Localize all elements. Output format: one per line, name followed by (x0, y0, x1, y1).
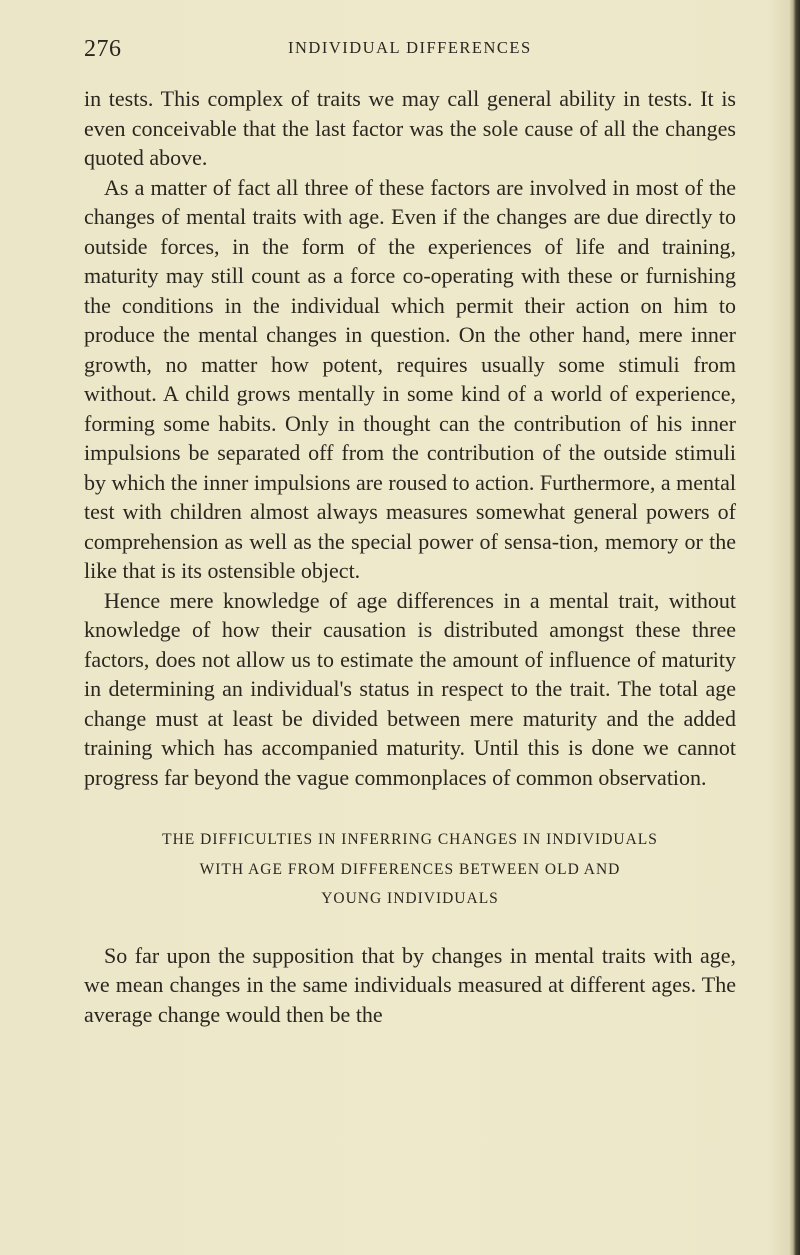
page-edge-shadow (790, 0, 800, 1255)
paragraph-2: As a matter of fact all three of these factors are involved in most of the changes of mental traits with age. Even if the changes are due directly to outside forces, in the form of the experiences of life and training, maturity may still count as a force co-operating with these or furnishing the conditions in the individual which permit their action on him to produce the mental changes in question. On the other hand, mere inner growth, no matter how potent, requires usually some stimuli from without. A child grows mentally in some kind of a world of experience, forming some habits. Only in thought can the contribution of his inner impulsions be separated off from the contribution of the outside stimuli by which the inner impulsions are roused to action. Furthermore, a mental test with children almost always measures somewhat general powers of comprehension as well as the special power of sensa-tion, memory or the like that is its ostensible object. (84, 174, 736, 583)
paragraph-1: in tests. This complex of traits we may call general ability in tests. It is even conceivable that the last factor was the sole cause of all the changes quoted above. (84, 86, 736, 170)
body-text (84, 84, 736, 1029)
section-heading-line-1: THE DIFFICULTIES IN INFERRING CHANGES IN INDIVIDUALS (162, 831, 658, 848)
page-header (0, 36, 800, 66)
page-number: 276 (84, 36, 122, 62)
section-heading (84, 792, 736, 941)
running-head: INDIVIDUAL DIFFERENCES (288, 38, 532, 57)
paragraph-4: So far upon the supposition that by changes in mental traits with age, we mean changes in the same individuals measured at different ages. The average change would then be the (84, 942, 736, 1027)
section-heading-line-3: YOUNG INDIVIDUALS (321, 890, 499, 907)
section-heading-line-2: WITH AGE FROM DIFFERENCES BETWEEN OLD AND (199, 860, 621, 878)
paragraph-3: Hence mere knowledge of age differences in a mental trait, without knowledge of how their causation is distributed amongst these three factors, does not allow us to estimate the amount of influence of maturity in determining an individual's status in respect to the trait. The total age change must at least be divided between mere maturity and the added training which has accompanied maturity. Until this is done we cannot progress far beyond the vague commonplaces of common observation. (84, 587, 736, 790)
